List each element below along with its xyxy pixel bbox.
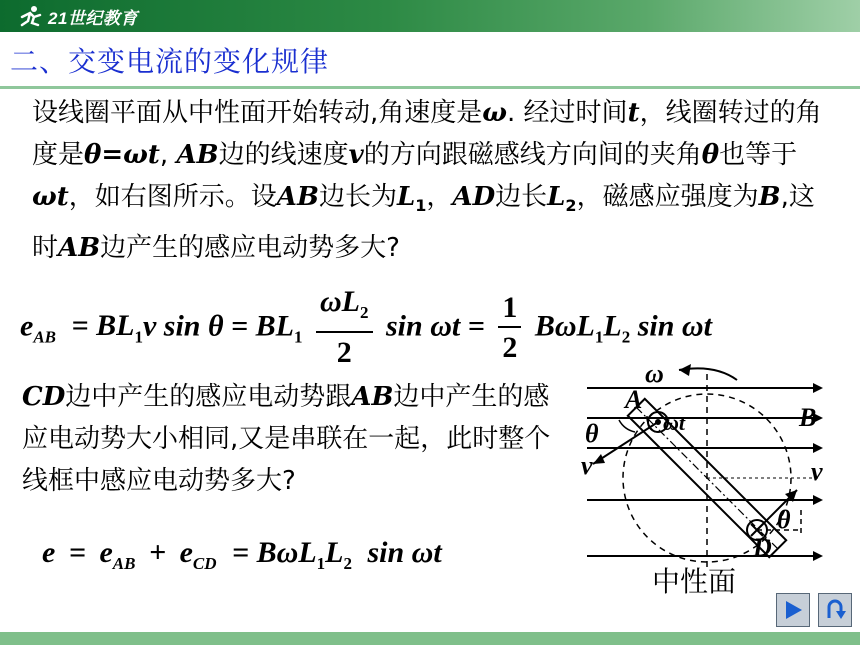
fraction-omega-l2: $\frac{\omega L_2}{2}$ — [316, 284, 373, 373]
label-b: B — [799, 403, 817, 432]
equation-total-emf: $e = e_{AB} + e_{CD} = B\omega L_1L_2$ sin ωt — [42, 536, 442, 573]
paragraph-question-cd: CD边中产生的感应电动势跟AB边中产生的感应电动势大小相同,又是串联在一起，此时整个线框中感应电动势多大? — [22, 382, 551, 496]
label-omega-t: ωt — [663, 410, 686, 435]
label-a: A — [625, 385, 643, 414]
section-title: 二、交变电流的变化规律 — [10, 45, 330, 78]
u-turn-icon — [823, 598, 847, 622]
next-slide-button[interactable] — [776, 593, 810, 627]
title-divider — [0, 86, 860, 89]
label-omega: ω — [645, 360, 664, 388]
fraction-one-half: $\frac{1}{2}$ — [498, 290, 521, 368]
logo-text: 21世纪教育 — [48, 8, 138, 28]
logo — [18, 4, 138, 28]
label-neutral-plane: 中性面 — [652, 565, 737, 598]
play-icon — [782, 599, 804, 621]
footer-bar — [0, 632, 860, 645]
coil-diagram — [575, 360, 835, 570]
label-v-left: v — [581, 451, 593, 480]
label-v-right: v — [811, 457, 823, 486]
runner-icon — [18, 5, 44, 27]
label-theta-d: θ — [777, 505, 791, 534]
header-bar — [0, 0, 860, 32]
label-theta-a: θ — [585, 419, 599, 448]
return-button[interactable] — [818, 593, 852, 627]
paragraph-intro: 设线圈平面从中性面开始转动,角速度是ω. 经过时间t，线圈转过的角度是θ=ωt, AB边的线速度v的方向跟磁感线方向间的夹角θ也等于ωt，如右图所示。设AB边长为$L_1$，AD边长$L_2$，磁感应强度为B,这时AB边产生的感应电动势多大? — [32, 98, 822, 264]
equation-eab: $e_{AB} = BL_1v$ $\sin \theta = BL_1$ $\frac{\omega L_2}{2}$ sin ωt = $\frac{1}{2}$ $B\omega L_1L_2$ sin ωt — [20, 284, 712, 373]
label-d: D — [753, 533, 772, 562]
